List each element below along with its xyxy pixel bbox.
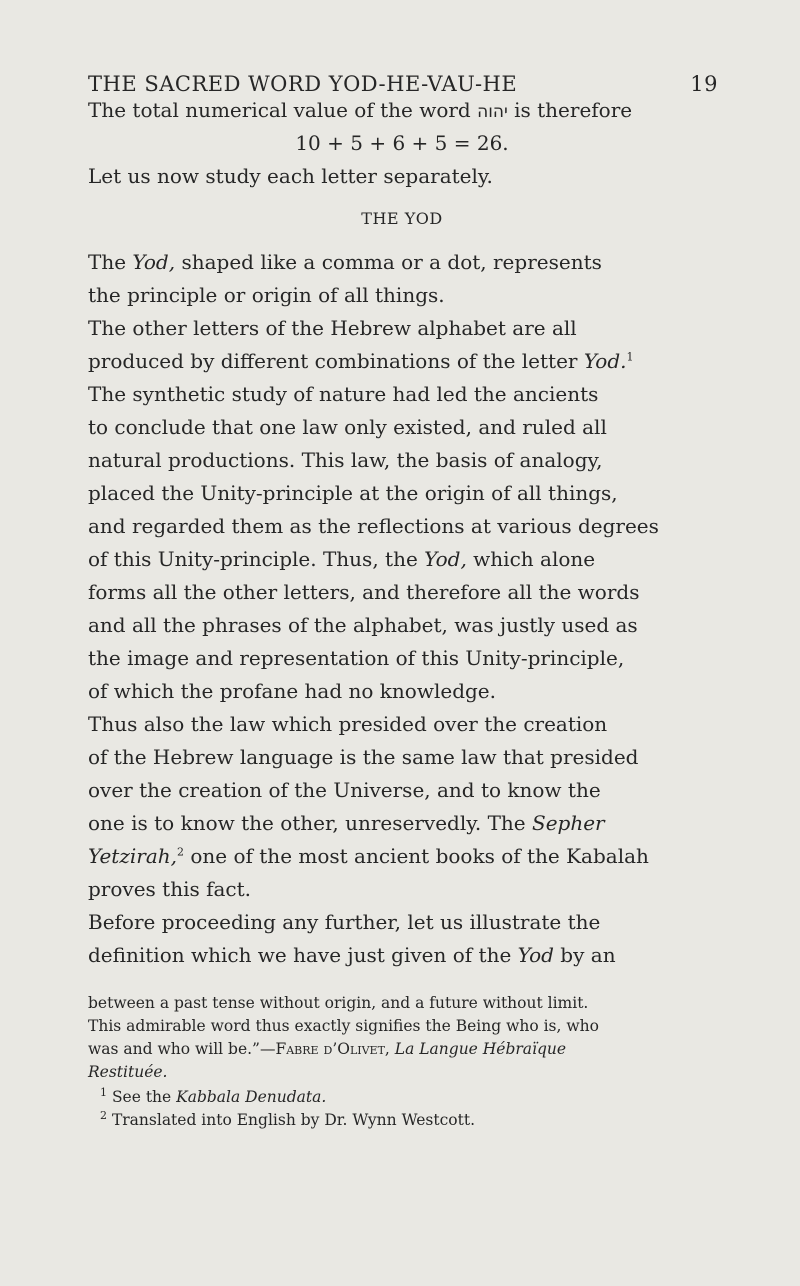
body-line: Let us now study each letter separately. <box>88 164 493 188</box>
body-line: and all the phrases of the alphabet, was justly used as <box>88 613 638 637</box>
footnote-line: was and who will be.”—Fabre d’Olivet, La Langue Hébraïque <box>88 1040 567 1058</box>
body-line: of which the profane had no knowledge. <box>88 679 496 703</box>
body-line: one is to know the other, unreservedly. The Sepher <box>88 811 605 835</box>
body-line: natural productions. This law, the basis of analogy, <box>88 448 603 472</box>
body-line: The total numerical value of the word יהוה is therefore <box>88 98 633 122</box>
footnote-ref: 1 <box>626 350 634 364</box>
running-header <box>88 72 718 96</box>
body-line: The other letters of the Hebrew alphabet are all <box>88 316 577 340</box>
body-line: Before proceeding any further, let us illustrate the <box>88 910 601 934</box>
page-number: 19 <box>690 72 718 96</box>
footnote-line: This admirable word thus exactly signifies the Being who is, who <box>88 1017 599 1035</box>
body-line: Thus also the law which presided over the creation <box>88 712 608 736</box>
body-line: produced by different combinations of the letter Yod.$^1$ <box>88 349 634 373</box>
body-line: placed the Unity-principle at the origin of all things, <box>88 481 618 505</box>
body-line: Yetzirah,$^2$ one of the most ancient books of the Kabalah <box>88 844 649 868</box>
body-line: proves this fact. <box>88 877 252 901</box>
body-line: and regarded them as the reflections at various degrees <box>88 514 659 538</box>
body-line: definition which we have just given of the <box>88 943 512 967</box>
body-line: to conclude that one law only existed, and ruled all <box>88 415 607 439</box>
body-line: the principle or origin of all things. <box>88 283 445 307</box>
hebrew-word: יהוה <box>477 102 508 122</box>
body-line: The synthetic study of nature had led the ancients <box>88 382 599 406</box>
footnote-1: $^1$ See the Kabbala Denudata. <box>100 1085 327 1106</box>
footnote-ref: 2 <box>177 845 184 859</box>
body-line: the image and representation of this Unity-principle, <box>88 646 625 670</box>
header-title: THE SACRED WORD YOD-HE-VAU-HE <box>88 72 518 96</box>
footnote-line: between a past tense without origin, and a future without limit. <box>88 994 589 1012</box>
body-line: forms all the other letters, and therefore all the words <box>88 580 640 604</box>
body-line: The Yod, shaped like a comma or a dot, represents <box>88 250 602 274</box>
body-line: of the Hebrew language is the same law that presided <box>88 745 639 769</box>
body-line: of this Unity-principle. Thus, the Yod, which alone <box>88 547 596 571</box>
body-line-tail: Yod by an <box>517 943 616 967</box>
footnote-2: $^2$ Translated into English by Dr. Wynn Westcott. <box>100 1108 475 1129</box>
section-heading: THE YOD <box>361 209 443 228</box>
equation: 10 + 5 + 6 + 5 = 26. <box>295 131 509 155</box>
body-line: over the creation of the Universe, and to know the <box>88 778 601 802</box>
footnote-line: Restituée. <box>88 1063 168 1081</box>
